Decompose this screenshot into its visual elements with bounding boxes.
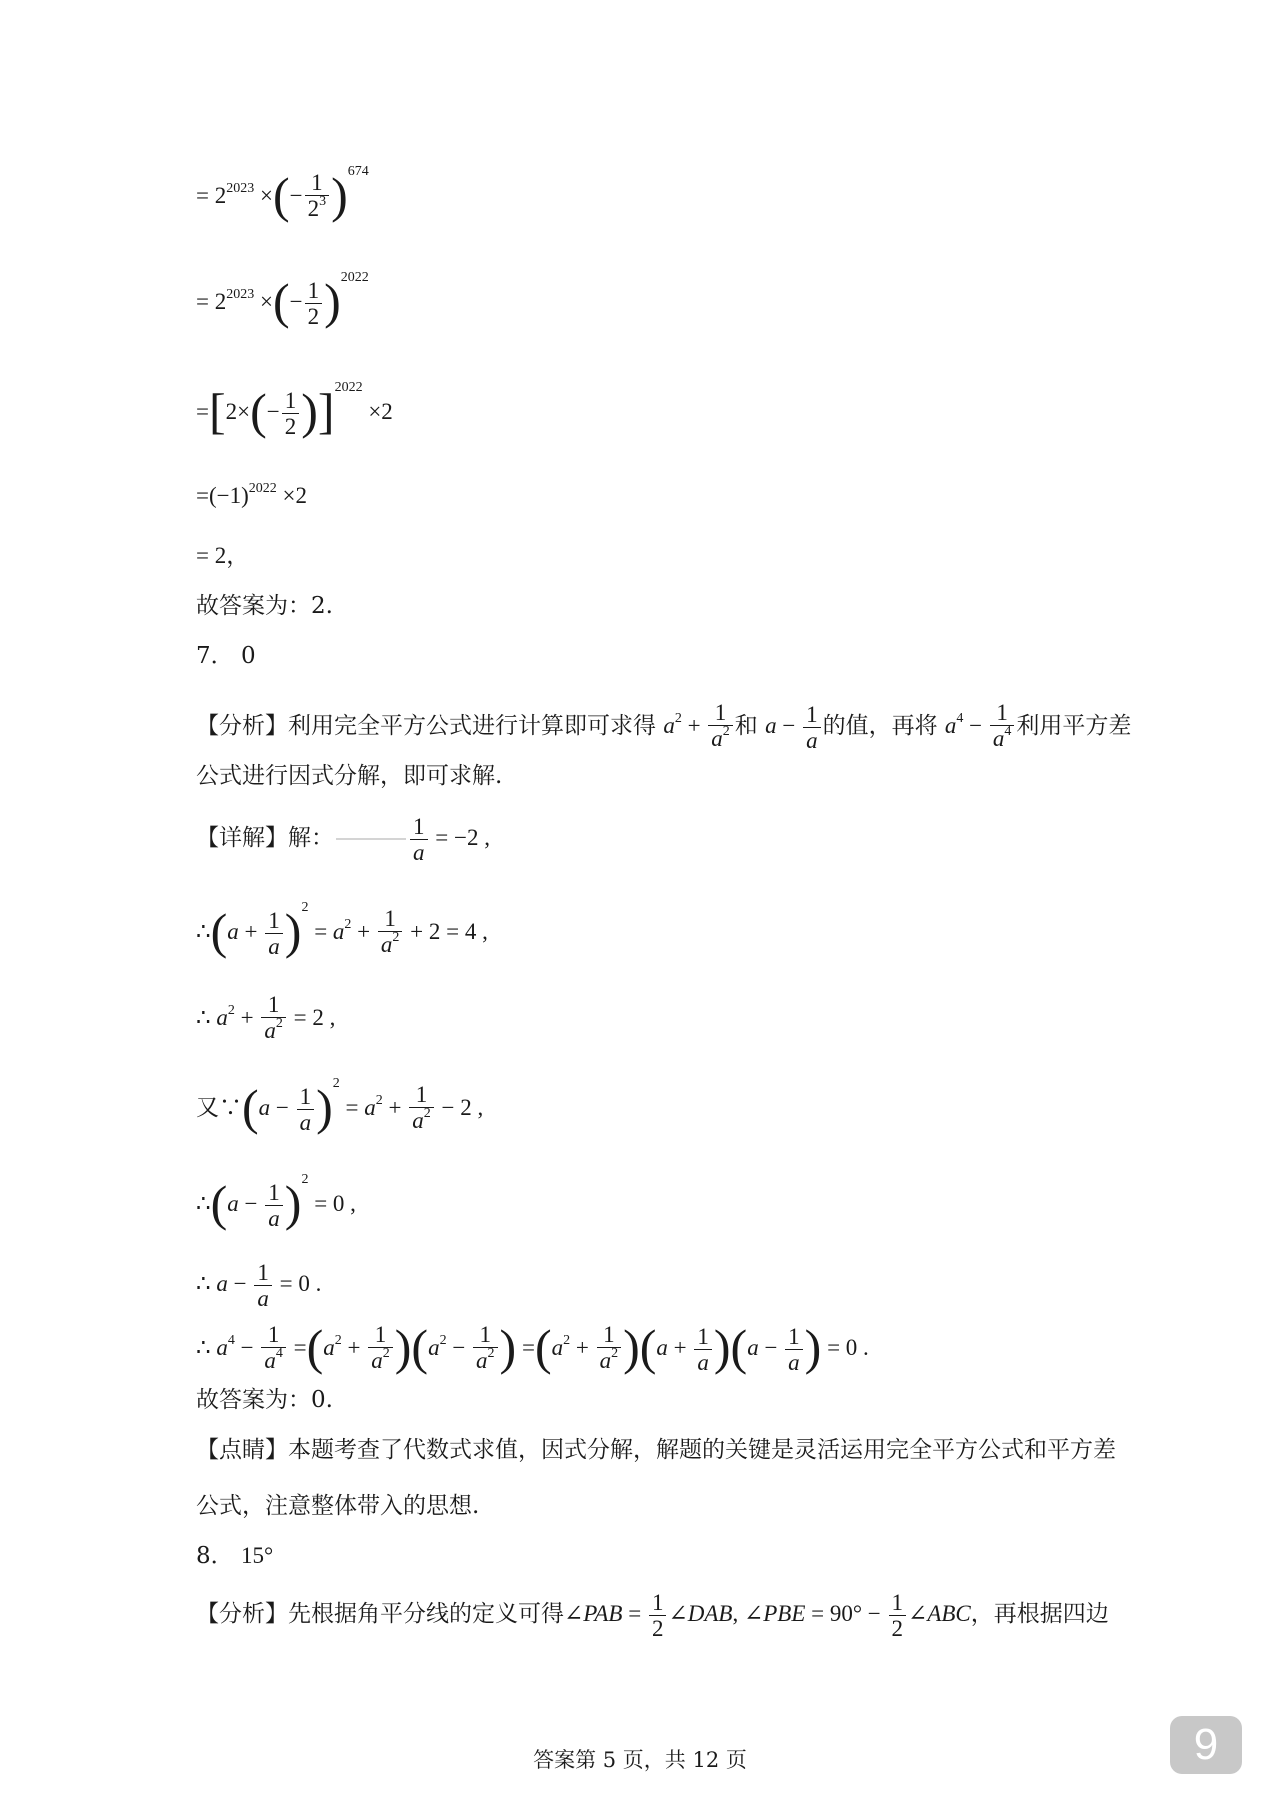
since-label: 又∵ (196, 1094, 242, 1120)
answer-line-6: 故答案为：2. (196, 593, 333, 619)
analysis-text: ，再根据四边 (970, 1600, 1109, 1627)
analysis-label: 【分析】 (196, 712, 288, 739)
comment-label: 【点睛】 (196, 1437, 288, 1463)
math-therefore-2: ∴ $a^2$ + $\frac{1}{a^2}$ = 2 , (196, 992, 336, 1043)
exponent: 2022 (248, 481, 277, 496)
question-8-header (196, 1540, 273, 1572)
question-answer: 15° (240, 1543, 274, 1568)
exponent: 674 (347, 163, 369, 179)
math-line-5: = 2， (196, 543, 250, 568)
question-number: 7． (196, 643, 234, 669)
math-line-3: =[2×(− $\frac{1}{2}$ )]$^{2022}$ ×2 (196, 379, 393, 439)
question-number: 8． (196, 1543, 234, 1569)
q7-analysis-line-2: 公式进行因式分解，即可求解. (196, 763, 503, 789)
math-since-line: 又∵(a − $\frac{1}{a}$ )$^2 = a^2$ + $\frac{1}{a^2}$ − 2 , (196, 1075, 484, 1135)
exponent: 2022 (334, 379, 363, 395)
q8-analysis-line-1: 【分析】先根据角平分线的定义可得∠PAB = $\frac{1}{2}$ ∠DAB, ∠PBE = 90° − $\frac{1}{2}$ ∠ABC，再根据四边 (196, 1590, 1109, 1641)
analysis-text: 先根据角平分线的定义可得 (288, 1600, 564, 1627)
math-line-4: $=(-1)^{2022} \times 2$ (196, 481, 307, 508)
q7-comment-line-2: 公式，注意整体带入的思想. (196, 1493, 480, 1519)
math-therefore-3: ∴(a − $\frac{1}{a}$ )$^2$ = 0 , (196, 1171, 356, 1231)
math-therefore-1: ∴(a + $\frac{1}{a}$ )$^2 = a^2$ + $\frac{1}{a^2}$ + 2 = 4 , (196, 899, 488, 959)
analysis-text: 的值，再将 (822, 712, 938, 739)
page-badge: 9 (1170, 1716, 1242, 1774)
analysis-text: 和 (734, 712, 758, 739)
page-footer: 答案第 5 页，共 12 页 (533, 1748, 747, 1772)
blurred-region (336, 838, 406, 840)
q7-detail-line: 【详解】解： $\frac{1}{a}$ = −2 , (196, 814, 490, 865)
q7-answer-line: 故答案为：0. (196, 1387, 333, 1413)
analysis-text: 利用完全平方公式进行计算即可求得 (288, 712, 656, 739)
math-therefore-5: ∴ $a^4$ − $\frac{1}{a^4}$ $=(a^2$ + $\frac{1}{a^2}$ )($a^2$ − $\frac{1}{a^2}$ ) $=(a^2$ + $\frac{1}{a^2}$ )(a + $\frac{1}{a}$ )(a − $\frac{1}{a}$ ) = 0 . (196, 1318, 869, 1375)
analysis-text: 利用平方差 (1016, 712, 1132, 739)
q7-comment-line-1 (196, 1434, 1116, 1466)
q7-analysis-line-1: 【分析】利用完全平方公式进行计算即可求得 $a^2$ + $\frac{1}{a^2}$ 和 a − $\frac{1}{a}$ 的值，再将 $a^4$ − $\frac{1}{a^4}$ 利用平方差 (196, 700, 1132, 753)
exponent: 2022 (340, 269, 369, 285)
comment-text: 本题考查了代数式求值，因式分解，解题的关键是灵活运用完全平方公式和平方差 (288, 1437, 1116, 1463)
detail-label: 【详解】 (196, 824, 288, 851)
analysis-label: 【分析】 (196, 1600, 288, 1627)
question-answer: 0 (240, 643, 256, 669)
question-7-header (196, 640, 256, 672)
math-line-1: = $2^{2023}$ ×(− $\frac{1}{2^3}$ )$^{674}$ (196, 163, 369, 223)
math-therefore-4: ∴ a − $\frac{1}{a}$ = 0 . (196, 1260, 322, 1311)
math-line-2: = $2^{2023}$ ×(− $\frac{1}{2}$ )$^{2022}$ (196, 269, 369, 329)
detail-text: 解： (288, 824, 334, 851)
